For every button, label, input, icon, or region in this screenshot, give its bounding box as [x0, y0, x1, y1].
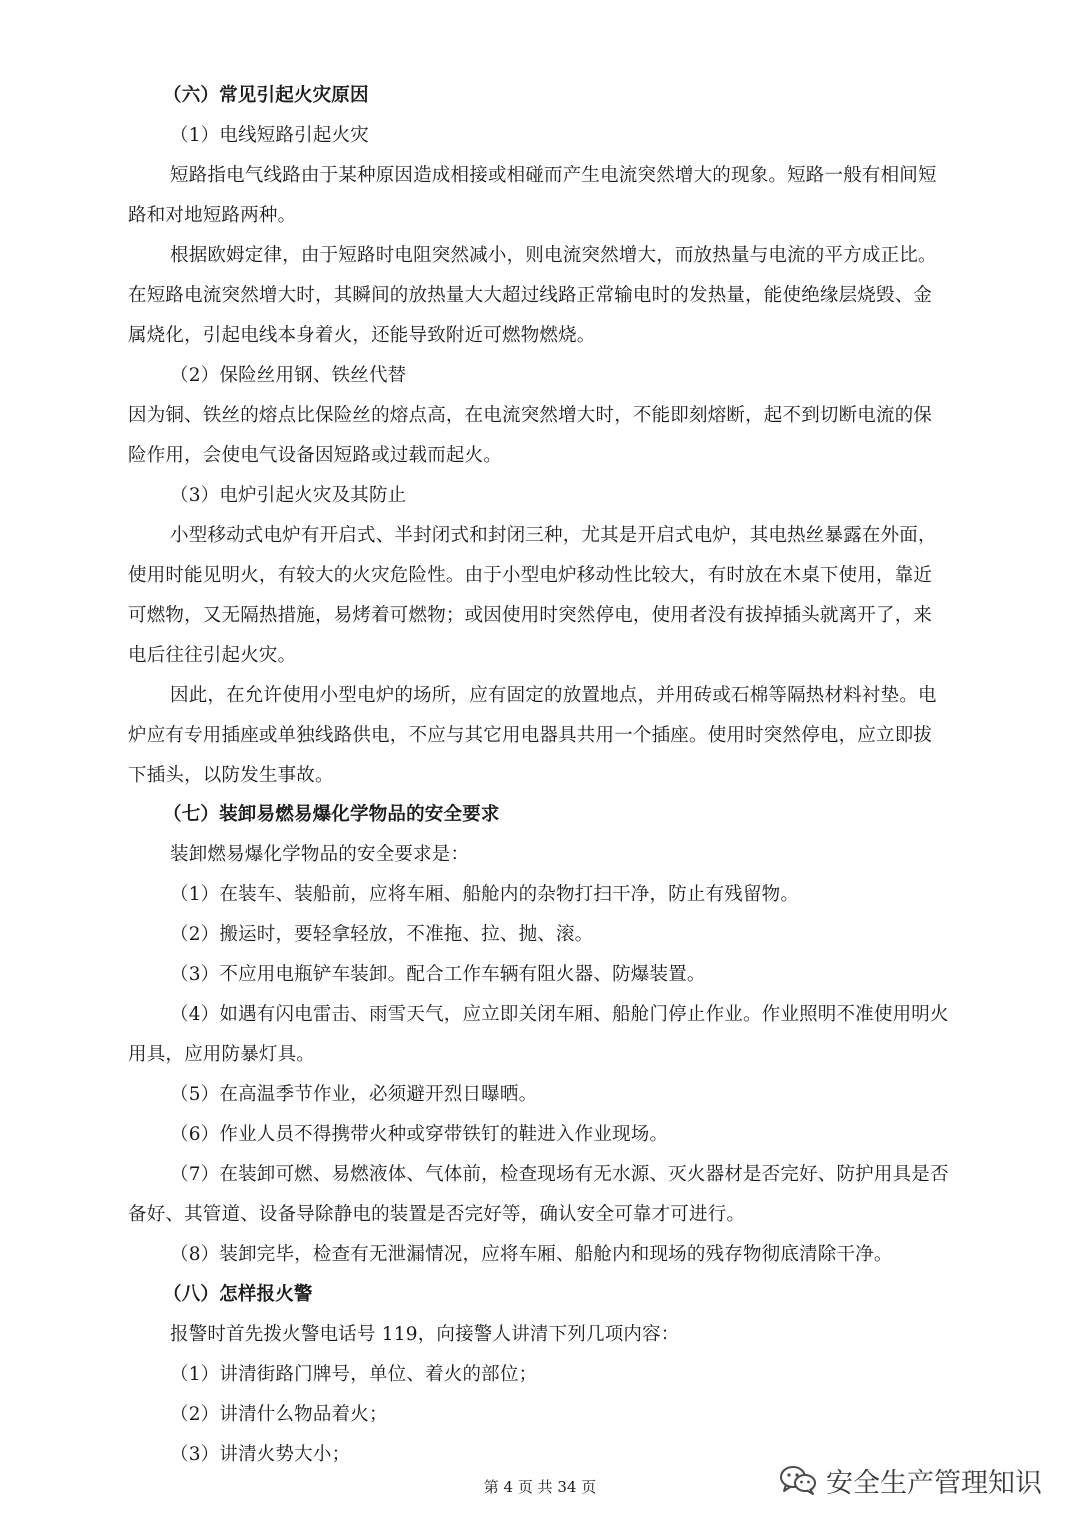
- wechat-icon: [778, 1464, 818, 1496]
- paragraph-line: 可燃物，又无隔热措施，易烤着可燃物；或因使用时突然停电，使用者没有拔掉插头就离开了，来: [128, 605, 933, 626]
- subheading-3-electric-stove: （3）电炉引起火灾及其防止: [170, 485, 407, 506]
- section-heading-6: （六）常见引起火灾原因: [163, 85, 369, 106]
- paragraph-line: 因此，在允许使用小型电炉的场所，应有固定的放置地点，并用砖或石棉等隔热材料衬垫。电: [170, 685, 937, 706]
- list-item: （1）在装车、装船前，应将车厢、船舱内的杂物打扫干净，防止有残留物。: [170, 884, 800, 905]
- paragraph-line: 报警时首先拨火警电话号 119，向接警人讲清下列几项内容：: [170, 1324, 680, 1345]
- list-item: （2）讲清什么物品着火；: [170, 1404, 388, 1425]
- section-heading-7: （七）装卸易燃易爆化学物品的安全要求: [163, 804, 500, 825]
- list-item: （3）讲清火势大小；: [170, 1444, 351, 1465]
- paragraph-line: 险作用，会使电气设备因短路或过载而起火。: [128, 445, 503, 466]
- paragraph-line: 路和对地短路两种。: [128, 205, 297, 226]
- list-item: （2）搬运时，要轻拿轻放，不准拖、拉、抛、滚。: [170, 924, 594, 945]
- list-item: （5）在高温季节作业，必须避开烈日曝晒。: [170, 1084, 538, 1105]
- list-item: （4）如遇有闪电雷击、雨雪天气，应立即关闭车厢、船舱门停止作业。作业照明不准使用明火: [170, 1004, 949, 1025]
- subheading-2-fuse: （2）保险丝用钢、铁丝代替: [170, 365, 407, 386]
- list-item: （6）作业人员不得携带火种或穿带铁钉的鞋进入作业现场。: [170, 1124, 669, 1145]
- paragraph-line: 小型移动式电炉有开启式、半封闭式和封闭三种，尤其是开启式电炉，其电热丝暴露在外面，: [170, 525, 937, 546]
- paragraph-line: 炉应有专用插座或单独线路供电，不应与其它用电器具共用一个插座。使用时突然停电，应立即拔: [128, 725, 933, 746]
- paragraph-line: 电后往往引起火灾。: [128, 645, 297, 666]
- list-item: （8）装卸完毕，检查有无泄漏情况，应将车厢、船舱内和现场的残存物彻底清除干净。: [170, 1244, 893, 1265]
- page-number: 第 4 页 共 34 页: [483, 1478, 597, 1496]
- paragraph-line: 使用时能见明火，有较大的火灾危险性。由于小型电炉移动性比较大，有时放在木桌下使用，靠近: [128, 565, 933, 586]
- list-item-continuation: 用具，应用防暴灯具。: [128, 1044, 316, 1065]
- paragraph-line: 因为铜、铁丝的熔点比保险丝的熔点高，在电流突然增大时，不能即刻熔断，起不到切断电流的保: [128, 405, 933, 426]
- paragraph-line: 属烧化，引起电线本身着火，还能导致附近可燃物燃烧。: [128, 325, 596, 346]
- section-heading-8: （八）怎样报火警: [163, 1284, 313, 1305]
- list-item: （7）在装卸可燃、易燃液体、气体前，检查现场有无水源、灭火器材是否完好、防护用具是否: [170, 1164, 949, 1185]
- paragraph-line: 根据欧姆定律，由于短路时电阻突然减小，则电流突然增大，而放热量与电流的平方成正比。: [170, 245, 937, 266]
- list-item: （3）不应用电瓶铲车装卸。配合工作车辆有阻火器、防爆装置。: [170, 964, 706, 985]
- watermark-text: 安全生产管理知识: [826, 1467, 1042, 1499]
- paragraph-line: 装卸燃易爆化学物品的安全要求是：: [170, 844, 470, 865]
- paragraph-line: 在短路电流突然增大时，其瞬间的放热量大大超过线路正常输电时的发热量，能使绝缘层烧毁、金: [128, 285, 933, 306]
- paragraph-line: 短路指电气线路由于某种原因造成相接或相碰而产生电流突然增大的现象。短路一般有相间短: [170, 165, 937, 186]
- paragraph-line: 下插头，以防发生事故。: [128, 765, 334, 786]
- subheading-1-short-circuit: （1）电线短路引起火灾: [170, 125, 369, 146]
- watermark: [778, 1460, 1042, 1500]
- list-item-continuation: 备好、其管道、设备导除静电的装置是否完好等，确认安全可靠才可进行。: [128, 1204, 746, 1225]
- list-item: （1）讲清街路门牌号，单位、着火的部位；: [170, 1364, 538, 1385]
